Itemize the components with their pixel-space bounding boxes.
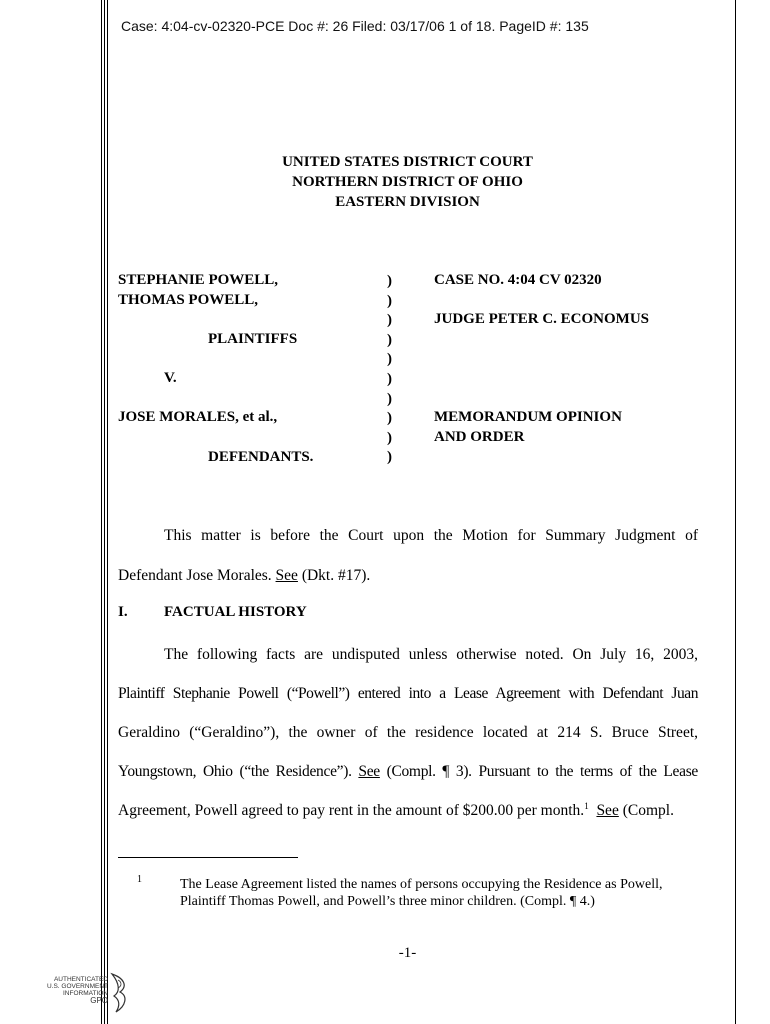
facts-line-5: Agreement, Powell agreed to pay rent in the amount of $200.00 per month.$^1$ See (Compl. — [118, 800, 674, 819]
footnote-text: The Lease Agreement listed the names of persons occupying the Residence as Powell, Plaintiff Thomas Powell, and Powell’s three minor children. (Compl. ¶ 4.) — [180, 877, 663, 909]
court-heading — [0, 152, 770, 212]
case-number: CASE NO. 4:04 CV 02320 — [434, 272, 602, 288]
section-title: FACTUAL HISTORY — [164, 604, 307, 620]
see-signal: See — [275, 567, 298, 584]
page-number: -1- — [398, 945, 417, 961]
judge-name: JUDGE PETER C. ECONOMUS — [434, 311, 650, 327]
filing-stamp-header: Case: 4:04-cv-02320-PCE Doc #: 26 Filed: 03/17/06 1 of 18. PageID #: 135 — [121, 18, 589, 34]
paren: ) — [387, 429, 392, 446]
versus: V. — [164, 370, 177, 386]
paren: ) — [387, 390, 392, 407]
paren: ) — [387, 292, 392, 309]
court-division: EASTERN DIVISION — [335, 194, 480, 210]
facts-line-1: The following facts are undisputed unless otherwise noted. On July 16, 2003, — [164, 646, 698, 663]
see-signal: See — [596, 802, 619, 819]
plaintiffs-label: PLAINTIFFS — [208, 331, 298, 347]
footnote-reference[interactable]: 1 — [584, 800, 589, 811]
court-district: NORTHERN DISTRICT OF OHIO — [292, 174, 523, 190]
paren: ) — [387, 273, 392, 289]
paren: ) — [387, 410, 392, 427]
facts-line-3: Geraldino (“Geraldino”), the owner of the residence located at 214 S. Bruce Street, — [118, 724, 698, 741]
section-number: I. — [118, 604, 128, 620]
see-signal: See — [358, 763, 380, 780]
paren: ) — [387, 312, 392, 329]
gpo-authentication-seal — [30, 972, 130, 1022]
document-title-1: MEMORANDUM OPINION — [434, 409, 622, 425]
paren: ) — [387, 370, 392, 387]
facts-line-2: Plaintiff Stephanie Powell (“Powell”) entered into a Lease Agreement with Defendant Juan — [118, 685, 698, 702]
paren: ) — [387, 351, 392, 368]
seal-text: AUTHENTICATED U.S. GOVERNMENT INFORMATION GPO — [46, 976, 108, 1005]
paren: ) — [387, 449, 392, 466]
plaintiff-1: STEPHANIE POWELL, — [118, 272, 279, 288]
facts-line-4: Youngstown, Ohio (“the Residence”). See (Compl. ¶ 3). Pursuant to the terms of the Lease — [118, 763, 699, 780]
defendants-label: DEFENDANTS. — [208, 449, 314, 465]
footnote-separator — [118, 857, 298, 858]
defendant: JOSE MORALES, et al., — [118, 409, 278, 425]
court-name: UNITED STATES DISTRICT COURT — [282, 154, 533, 170]
intro-line-2: Defendant Jose Morales. See (Dkt. #17). — [118, 567, 371, 584]
document-title-2: AND ORDER — [434, 429, 525, 445]
caption-parentheses — [387, 272, 392, 468]
intro-line-1: This matter is before the Court upon the Motion for Summary Judgment of — [164, 527, 698, 544]
footnote-mark: 1 — [137, 874, 142, 885]
eagle-emblem-icon — [108, 972, 132, 1018]
plaintiff-2: THOMAS POWELL, — [118, 292, 259, 308]
paren: ) — [387, 331, 392, 348]
